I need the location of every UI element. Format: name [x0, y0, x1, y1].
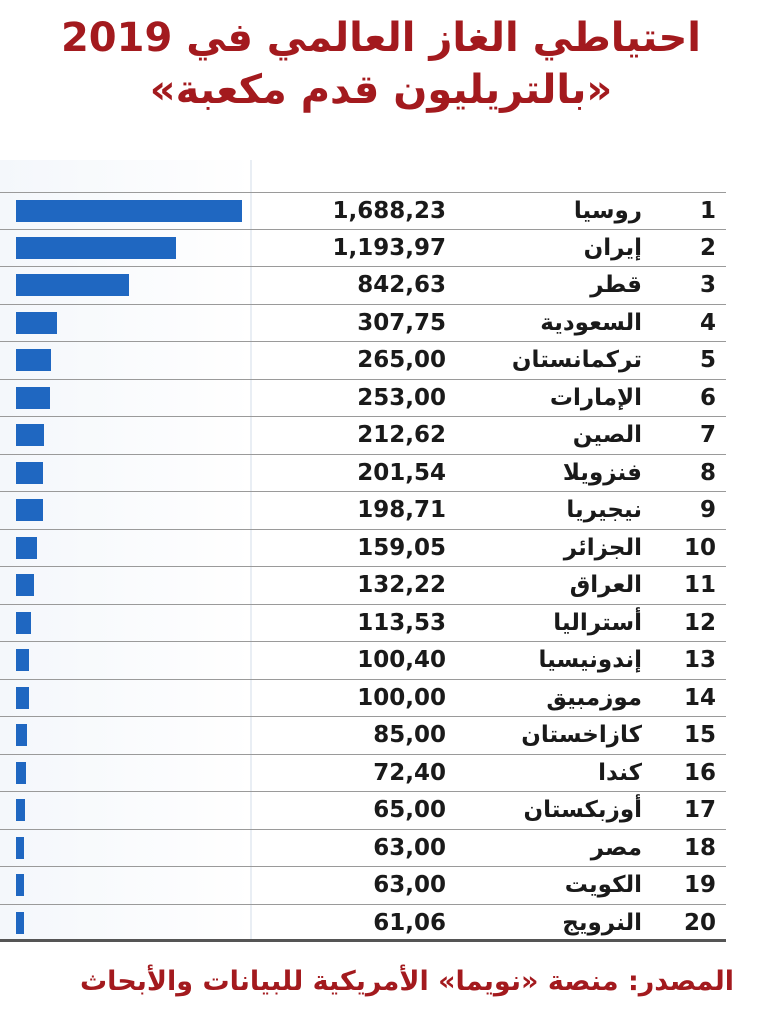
table-row	[0, 642, 726, 680]
value-label: 65,00	[373, 797, 446, 823]
table-row	[0, 192, 726, 230]
table-row	[0, 792, 726, 830]
bar-18	[16, 837, 24, 859]
bar-2	[16, 237, 176, 259]
value-label: 113,53	[357, 609, 446, 636]
country-name: الجزائر	[563, 534, 642, 561]
value-label: 212,62	[357, 422, 446, 448]
rank-number: 6	[699, 384, 716, 411]
rank-number: 19	[683, 872, 716, 898]
bar-11	[16, 574, 34, 596]
value-label: 265,00	[357, 347, 446, 373]
source-note: المصدر: منصة «نويما» الأمريكية للبيانات والأبحاث	[80, 966, 734, 997]
bar-8	[16, 462, 43, 484]
rank-number: 12	[683, 609, 716, 636]
rank-number: 9	[699, 497, 716, 523]
rank-number: 3	[699, 272, 716, 298]
bar-17	[16, 799, 25, 821]
bar-4	[16, 312, 57, 334]
bar-19	[16, 874, 24, 896]
country-name: كازاخستان	[521, 722, 642, 748]
value-label: 63,00	[373, 834, 446, 861]
country-name: الإمارات	[549, 384, 642, 411]
country-name: تركمانستان	[511, 347, 642, 373]
country-name: الكويت	[564, 872, 642, 898]
table-row	[0, 605, 726, 643]
table-row	[0, 905, 726, 943]
country-name: العراق	[569, 572, 642, 598]
country-name: إيران	[583, 234, 642, 261]
value-label: 85,00	[373, 722, 446, 748]
chart-subtitle: «بالتريليون قدم مكعبة»	[149, 67, 613, 113]
table-row	[0, 305, 726, 343]
gas-reserves-table	[0, 192, 726, 942]
country-name: نيجيريا	[566, 497, 642, 523]
value-label: 159,05	[357, 534, 446, 561]
rank-number: 8	[699, 459, 716, 486]
country-name: فنزويلا	[562, 459, 642, 486]
table-row	[0, 455, 726, 493]
country-name: روسيا	[573, 198, 642, 224]
table-row	[0, 755, 726, 793]
rank-number: 14	[683, 684, 716, 711]
rank-number: 17	[683, 797, 716, 823]
table-row	[0, 680, 726, 718]
value-label: 842,63	[357, 272, 446, 298]
bar-16	[16, 762, 26, 784]
country-name: السعودية	[540, 309, 642, 336]
table-row	[0, 492, 726, 530]
table-row	[0, 717, 726, 755]
table-row	[0, 342, 726, 380]
value-label: 61,06	[373, 909, 446, 936]
rank-number: 4	[699, 309, 716, 336]
country-name: مصر	[590, 834, 642, 861]
bar-13	[16, 649, 29, 671]
bar-10	[16, 537, 37, 559]
country-name: الصين	[572, 422, 642, 448]
table-row	[0, 830, 726, 868]
value-label: 253,00	[357, 384, 446, 411]
rank-number: 2	[699, 234, 716, 261]
value-label: 100,40	[357, 647, 446, 673]
value-label: 1,688,23	[332, 198, 446, 224]
rank-number: 16	[683, 759, 716, 786]
bar-12	[16, 612, 31, 634]
bar-1	[16, 200, 242, 222]
bar-20	[16, 912, 24, 934]
value-label: 63,00	[373, 872, 446, 898]
table-row	[0, 230, 726, 268]
country-name: أوزبكستان	[523, 797, 642, 823]
table-row	[0, 380, 726, 418]
rank-number: 5	[699, 347, 716, 373]
chart-title: احتياطي الغاز العالمي في 2019	[60, 15, 702, 61]
value-label: 1,193,97	[332, 234, 446, 261]
value-label: 72,40	[373, 759, 446, 786]
value-label: 100,00	[357, 684, 446, 711]
rank-number: 10	[683, 534, 716, 561]
table-row	[0, 530, 726, 568]
table-row	[0, 567, 726, 605]
rank-number: 7	[699, 422, 716, 448]
rank-number: 20	[683, 909, 716, 936]
bar-3	[16, 274, 129, 296]
rank-number: 15	[683, 722, 716, 748]
bar-7	[16, 424, 44, 446]
value-label: 198,71	[357, 497, 446, 523]
rank-number: 11	[683, 572, 716, 598]
table-row	[0, 267, 726, 305]
country-name: كندا	[598, 759, 642, 786]
bar-9	[16, 499, 43, 521]
bar-14	[16, 687, 29, 709]
country-name: قطر	[590, 272, 642, 298]
country-name: النرويج	[562, 909, 642, 936]
bar-5	[16, 349, 51, 371]
table-row	[0, 867, 726, 905]
country-name: إندونيسيا	[538, 647, 642, 673]
value-label: 132,22	[357, 572, 446, 598]
country-name: أستراليا	[553, 609, 642, 636]
value-label: 307,75	[357, 309, 446, 336]
bar-15	[16, 724, 27, 746]
bar-6	[16, 387, 50, 409]
rank-number: 1	[699, 198, 716, 224]
rank-number: 18	[683, 834, 716, 861]
table-row	[0, 417, 726, 455]
value-label: 201,54	[357, 459, 446, 486]
country-name: موزمبيق	[546, 684, 642, 711]
rank-number: 13	[683, 647, 716, 673]
